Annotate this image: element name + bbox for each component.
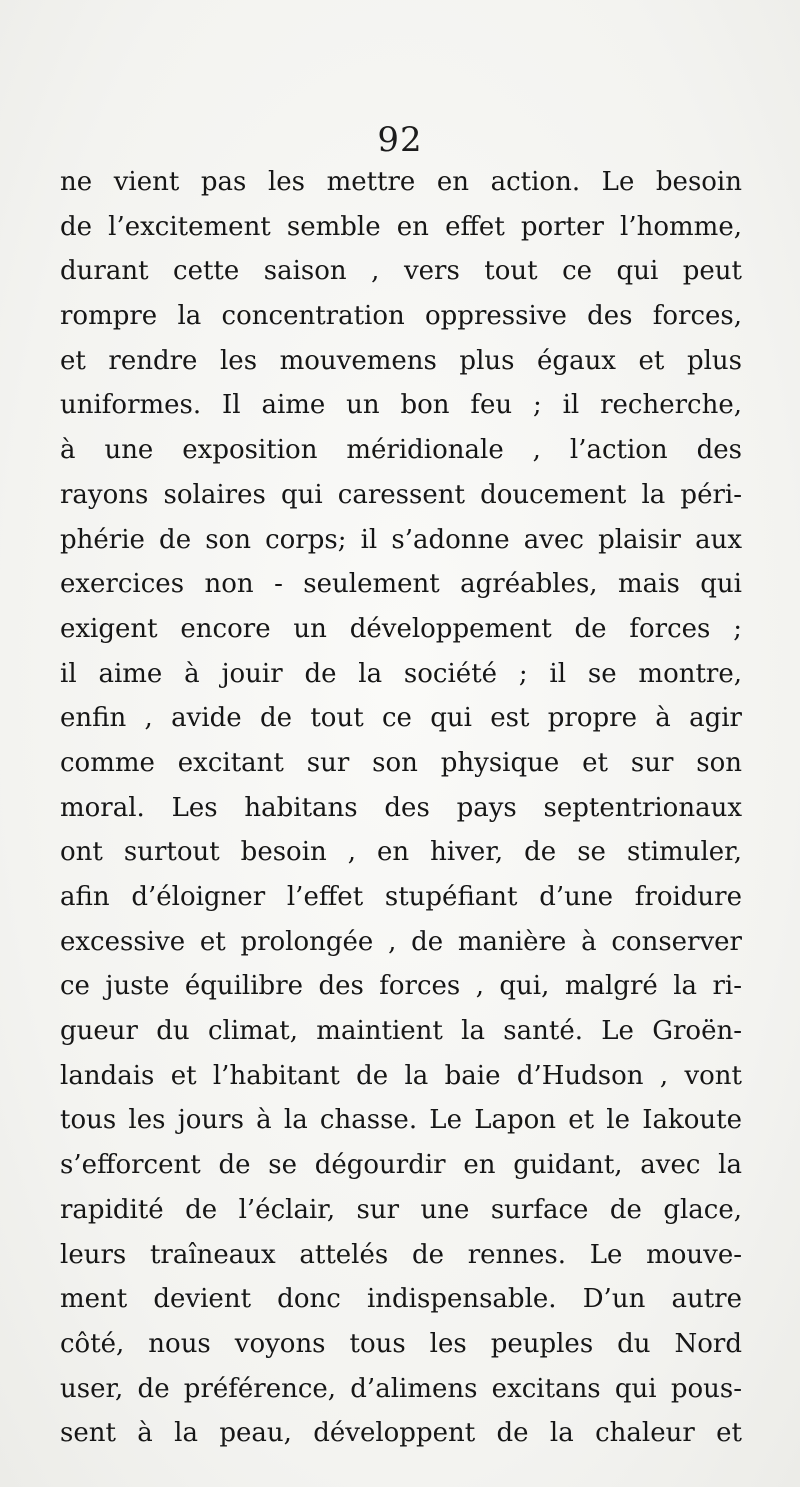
text-line: à une exposition méridionale , l’action des [60,435,742,466]
text-line: ne vient pas les mettre en action. Le besoin [60,167,742,197]
text-line: user, de préférence, d’alimens excitans qui pous- [60,1373,742,1404]
text-line: leurs traîneaux attelés de rennes. Le mouve- [60,1239,742,1270]
page-number: 92 [377,120,423,160]
text-line: côté, nous voyons tous les peuples du Nord [60,1328,742,1359]
text-line: enfin , avide de tout ce qui est propre à agir [60,703,742,734]
text-line: sent à la peau, développent de la chaleur et [60,1418,742,1449]
text-line: comme excitant sur son physique et sur son [60,747,742,778]
text-line: il aime à jouir de la société ; il se montre, [60,658,742,689]
text-line: excessive et prolongée , de manière à conserver [60,926,742,957]
text-line: landais et l’habitant de la baie d’Hudson , vont [60,1060,742,1091]
text-line: s’efforcent de se dégourdir en guidant, avec la [60,1150,742,1181]
text-line: rompre la concentration oppressive des forces, [60,301,742,332]
text-line: tous les jours à la chasse. Le Lapon et le Iakoute [60,1105,742,1136]
text-line: phérie de son corps; il s’adonne avec plaisir aux [60,524,742,555]
text-line: gueur du climat, maintient la santé. Le Groën- [60,1016,742,1047]
body-text [60,160,742,1456]
text-line: rapidité de l’éclair, sur une surface de glace, [60,1194,742,1225]
text-line: et rendre les mouvemens plus égaux et plus [60,345,742,376]
text-line: de l’excitement semble en effet porter l’homme, [60,211,742,242]
text-line: exercices non - seulement agréables, mais qui [60,569,742,600]
text-line: uniformes. Il aime un bon feu ; il recherche, [60,390,742,421]
text-line: ce juste équilibre des forces , qui, malgré la ri- [60,971,742,1002]
text-line: ont surtout besoin , en hiver, de se stimuler, [60,837,742,868]
text-line: rayons solaires qui caressent doucement la péri- [60,479,742,510]
text-line: durant cette saison , vers tout ce qui peut [60,256,742,287]
text-line: afin d’éloigner l’effet stupéfiant d’une froidure [60,882,742,912]
text-line: exigent encore un développement de forces ; [60,613,742,644]
text-line: moral. Les habitans des pays septentrionaux [60,792,742,823]
text-line: ment devient donc indispensable. D’un autre [60,1284,742,1315]
